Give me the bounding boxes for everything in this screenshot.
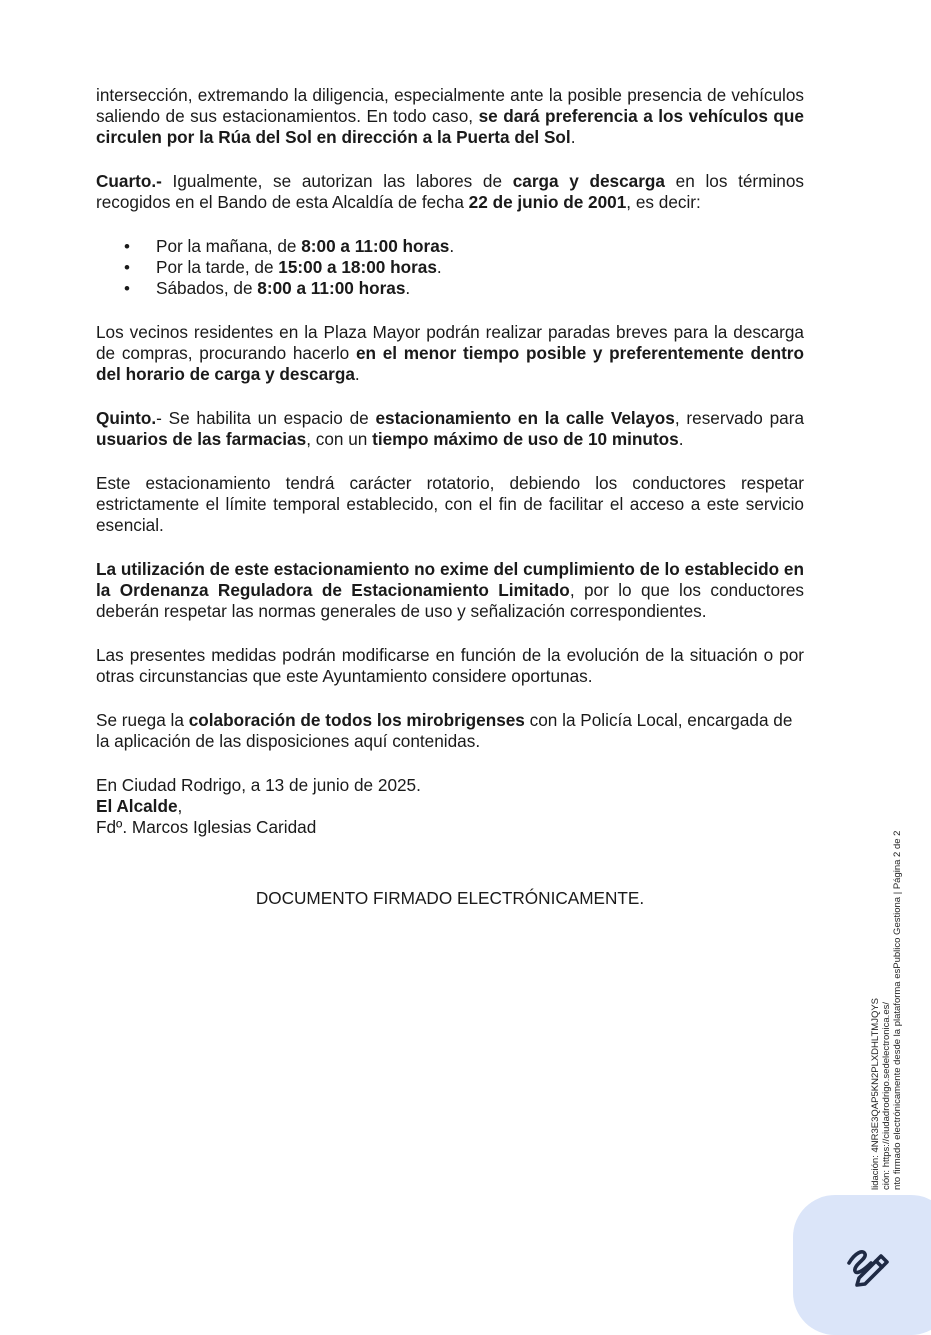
verification-sidebar [870, 800, 910, 1220]
paragraph-residents: Los vecinos residentes en la Plaza Mayor podrán realizar paradas breves para la descarga de compras, procurando hacerlo en el menor tiempo posible y preferentemente dentro del horario de carga y descarga. [96, 322, 804, 384]
paragraph-modifications: Las presentes medidas podrán modificarse en función de la evolución de la situación o por otras circunstancias que este Ayuntamiento considere oportunas. [96, 645, 804, 686]
list-item: • Sábados, de 8:00 a 11:00 horas. [124, 278, 411, 298]
verification-code: lidación: 4NR3E3QAP5KN2PLXDHLTMJQYS [870, 997, 881, 1190]
bullet-icon: • [124, 237, 130, 256]
paragraph-rotation: Este estacionamiento tendrá carácter rotatorio, debiendo los conductores respetar estrictamente el límite temporal establecido, con el fin de facilitar el acceso a este servicio esencial. [96, 473, 804, 535]
bullet-icon: • [124, 279, 130, 298]
edit-pen-icon [845, 1245, 891, 1291]
list-item: • Por la mañana, de 8:00 a 11:00 horas. [124, 236, 455, 256]
paragraph-priority: intersección, extremando la diligencia, especialmente ante la posible presencia de vehículos saliendo de sus estacionamientos. En todo caso, se dará preferencia a los vehículos que circulen por la Rúa del Sol en dirección a la Puerta del Sol. [96, 85, 804, 147]
paragraph-quinto: Quinto.- Se habilita un espacio de estacionamiento en la calle Velayos, reservado para usuarios de las farmacias, con un tiempo máximo de uso de 10 minutos. [96, 408, 805, 449]
signer-role: El Alcalde, [96, 796, 183, 816]
paragraph-collaboration: Se ruega la colaboración de todos los mirobrigenses con la Policía Local, encargada de la aplicación de las disposiciones aquí contenidas. [96, 710, 793, 751]
list-item: • Por la tarde, de 15:00 a 18:00 horas. [124, 257, 442, 277]
paragraph-cuarto: Cuarto.- Igualmente, se autorizan las labores de carga y descarga en los términos recogidos en el Bando de esta Alcaldía de fecha 22 de junio de 2001, es decir: [96, 171, 804, 212]
signer-name: Fdº. Marcos Iglesias Caridad [96, 817, 317, 837]
verification-url: ción: https://ciudadrodrigo.sedelectronica.es/ [881, 1002, 892, 1190]
bullet-icon: • [124, 258, 130, 277]
signed-notice: DOCUMENTO FIRMADO ELECTRÓNICAMENTE. [255, 888, 645, 908]
document-body [96, 85, 804, 838]
signature-block [96, 775, 804, 838]
edit-button[interactable] [793, 1195, 931, 1335]
schedule-list [96, 236, 804, 299]
paragraph-ordinance: La utilización de este estacionamiento no exime del cumplimiento de lo establecido en la Ordenanza Reguladora de Estacionamiento Limitado, por lo que los conductores deberán respetar las normas generales de uso y señalización correspondientes. [96, 559, 804, 621]
signature-platform-note: nto firmado electrónicamente desde la plataforma esPublico Gestiona | Página 2 de 2 [892, 830, 903, 1190]
place-date: En Ciudad Rodrigo, a 13 de junio de 2025. [96, 775, 421, 795]
